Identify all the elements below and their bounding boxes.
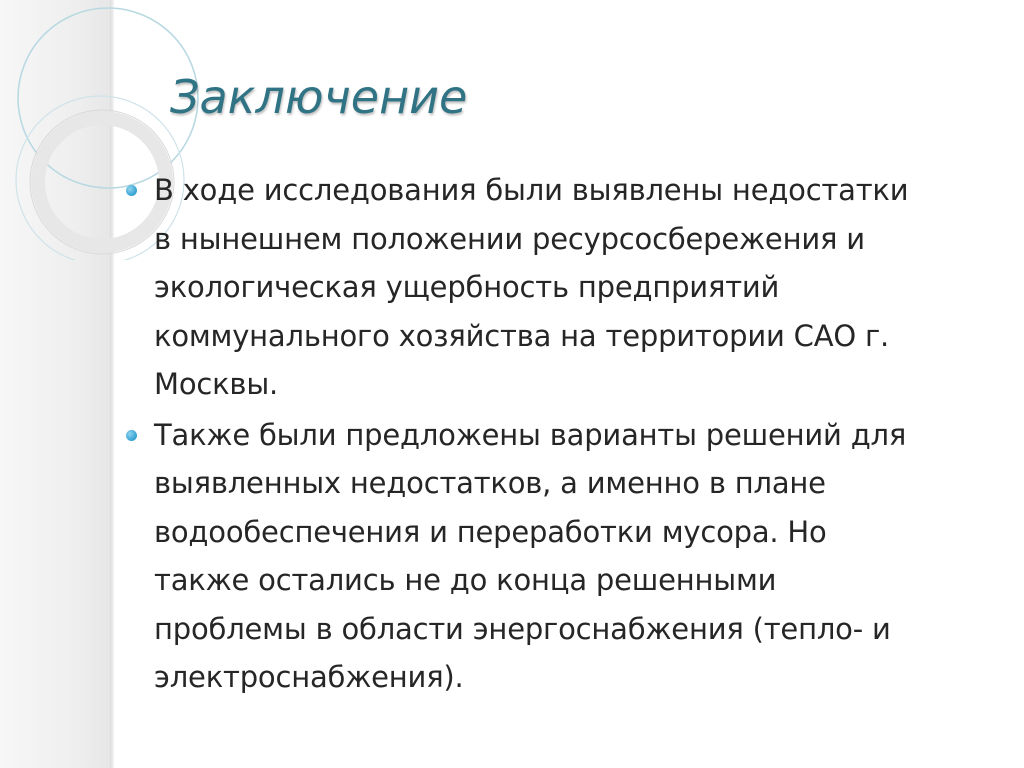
bullet-line: В ходе исследования были выявлены недостатки: [154, 173, 909, 207]
bullet-line: также остались не до конца решенными: [154, 563, 777, 597]
bullet-line: экологическая ущербность предприятий: [154, 270, 780, 304]
bullet-line: водообеспечения и переработки мусора. Но: [154, 514, 827, 549]
bullet-line: в нынешнем положении ресурсосбережения и: [154, 221, 865, 256]
bullet-line: Москвы.: [154, 367, 279, 401]
bullet-line: электроснабжения).: [154, 660, 464, 694]
slide-title: Заключение: [170, 70, 468, 124]
bullet-item: [122, 411, 1002, 702]
bullet-item: [122, 166, 1002, 409]
bullet-list: [122, 166, 1002, 704]
bullet-line: коммунального хозяйства на территории САО г.: [154, 318, 890, 353]
bullet-line: Также были предложены варианты решений для: [154, 417, 907, 452]
bullet-line: проблемы в области энергоснабжения (тепло- и: [154, 611, 891, 646]
bullet-line: выявленных недостатков, а именно в плане: [154, 466, 826, 500]
round-bullet-icon: [126, 185, 137, 196]
round-bullet-icon: [126, 430, 137, 441]
